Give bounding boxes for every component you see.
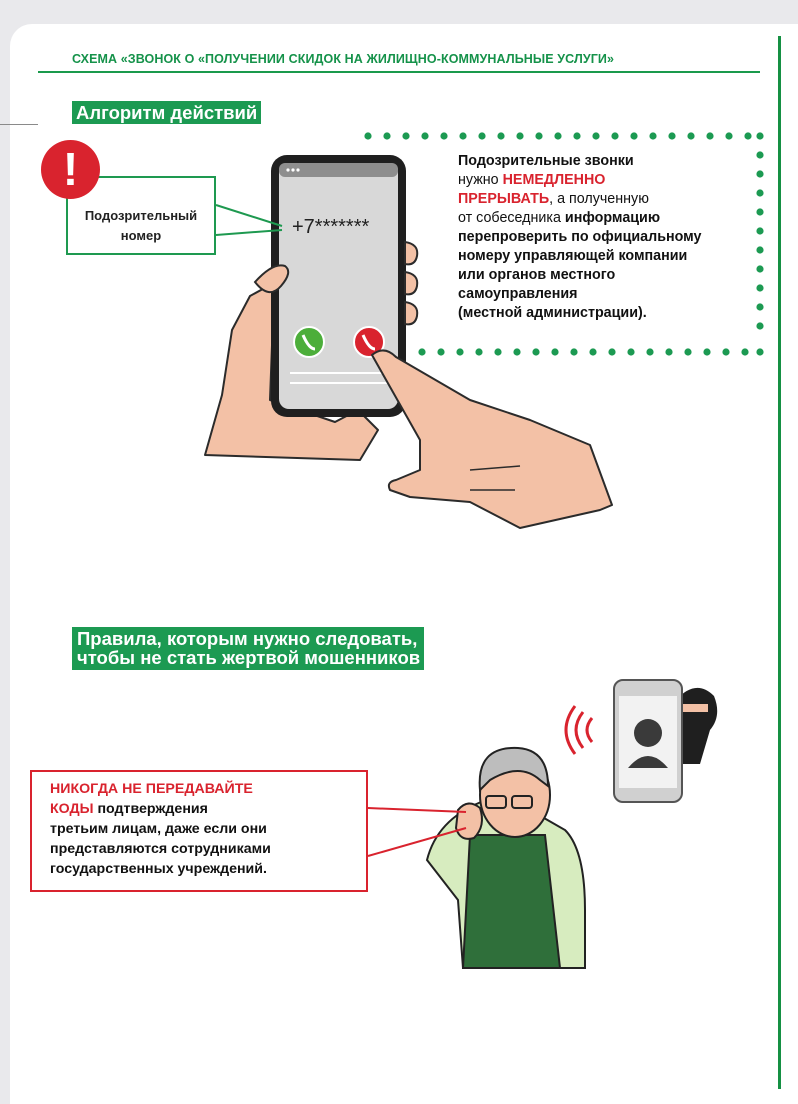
exclamation-icon: ! — [41, 140, 100, 199]
warning-text: НИКОГДА НЕ ПЕРЕДАВАЙТЕ КОДЫ подтверждения третьим лицам, даже если они представляются сотрудниками государственных учреждений. — [50, 781, 271, 877]
page-header-title: СХЕМА «ЗВОНОК О «ПОЛУЧЕНИИ СКИДОК НА ЖИЛИЩНО-КОММУНАЛЬНЫЕ УСЛУГИ» — [72, 52, 615, 66]
suspicious-number-label: Подозрительный номер — [84, 208, 198, 243]
section-label-algorithm: Алгоритм действий — [72, 101, 261, 124]
phone-number: +7******* — [292, 216, 370, 238]
info-text: Подозрительные звонки нужно НЕМЕДЛЕННО ПРЕРЫВАТЬ, а полученную от собеседника информацию перепроверить по официальному номеру управляющей компании или органов местного самоуправления (местной администрации). — [458, 153, 702, 321]
section-label-rules: Правила, которым нужно следовать, чтобы не стать жертвой мошенников — [72, 627, 424, 670]
